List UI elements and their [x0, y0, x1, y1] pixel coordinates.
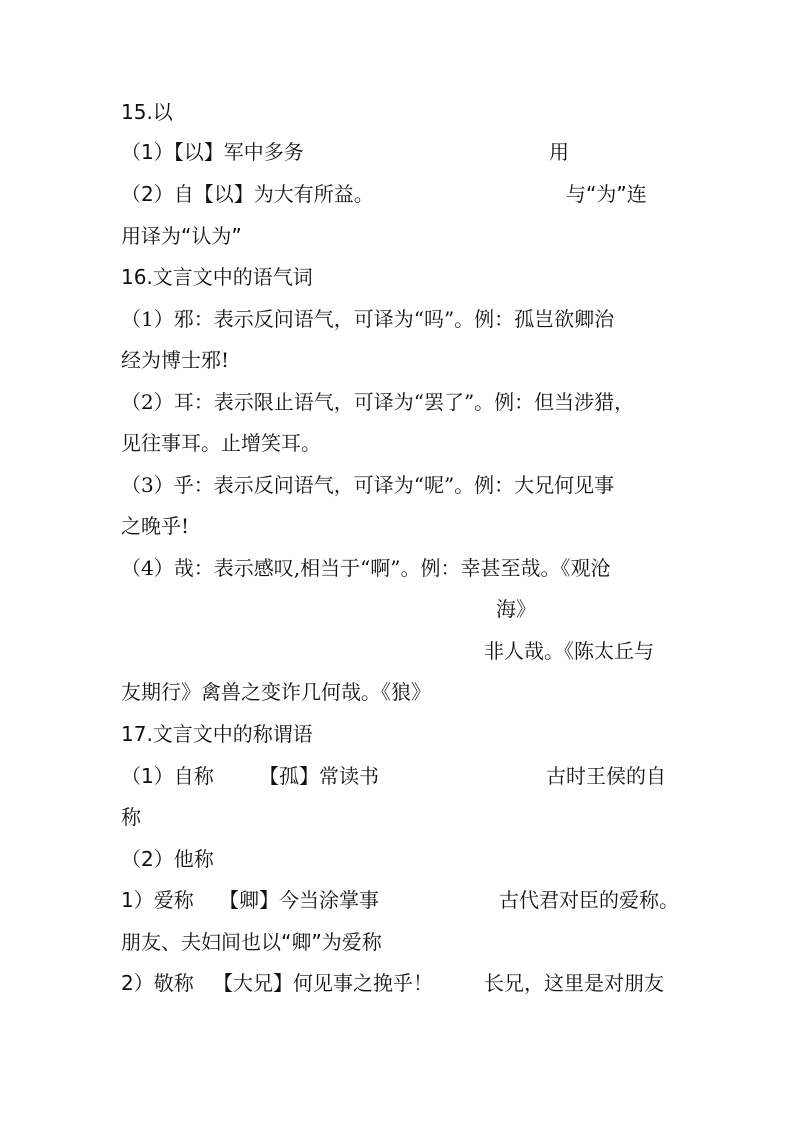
section-16-item-4-line-1: （4）哉：表示感叹,相当于“啊”。例：幸甚至哉。《观沧: [121, 556, 611, 580]
section-17-sub-2-note: 长兄，这里是对朋友: [484, 971, 664, 995]
section-16-item-4-line-2: 海》: [496, 597, 536, 621]
section-17-sub-2-label: 2）敬称: [121, 971, 194, 995]
section-16-item-4-line-3: 非人哉。《陈太丘与: [484, 639, 654, 663]
section-16-item-1-line-2: 经为博士邪!: [121, 348, 230, 372]
section-16-item-3-line-2: 之晚乎!: [121, 514, 190, 538]
section-16-item-3-line-1: （3）乎：表示反问语气，可译为“呢”。例：大兄何见事: [121, 473, 615, 497]
section-15-item-1-text: （1）【以】军中多务: [121, 140, 304, 164]
section-17-title: 17.文言文中的称谓语: [121, 722, 313, 746]
section-17-item-2-label: （2）他称: [121, 847, 214, 871]
section-17-item-1-label: （1）自称: [121, 764, 214, 788]
section-16-item-4-line-4: 友期行》禽兽之变诈几何哉。《狼》: [121, 680, 431, 704]
section-17-item-1-example: 【孤】常读书: [259, 764, 379, 788]
section-16-item-2-line-2: 见往事耳。止增笑耳。: [121, 431, 321, 455]
section-15-item-2-text: （2）自【以】为大有所益。: [121, 182, 374, 206]
section-17-sub-2-example: 【大兄】何见事之挽乎！: [213, 971, 433, 995]
section-17-sub-1-label: 1）爱称: [121, 888, 194, 912]
section-17-sub-1-note: 古代君对臣的爱称。: [499, 888, 679, 912]
section-15-item-1-note: 用: [549, 140, 569, 164]
section-15-item-2-note-cont: 用译为“认为”: [121, 224, 242, 248]
section-15-item-2-note: 与“为”连: [566, 182, 647, 206]
section-16-item-2-line-1: （2）耳：表示限止语气，可译为“罢了”。例：但当涉猎，: [121, 390, 635, 414]
section-17-sub-1-note-cont: 朋友、夫妇间也以“卿”为爱称: [121, 930, 382, 954]
section-17-sub-1-example: 【卿】今当涂掌事: [219, 888, 379, 912]
section-17-item-1-note-cont: 称: [121, 805, 141, 829]
section-17-item-1-note: 古时王侯的自: [546, 764, 666, 788]
section-16-item-1-line-1: （1）邪：表示反问语气，可译为“吗”。例：孤岂欲卿治: [121, 307, 615, 331]
section-16-title: 16.文言文中的语气词: [121, 265, 313, 289]
section-15-title: 15.以: [121, 100, 173, 124]
